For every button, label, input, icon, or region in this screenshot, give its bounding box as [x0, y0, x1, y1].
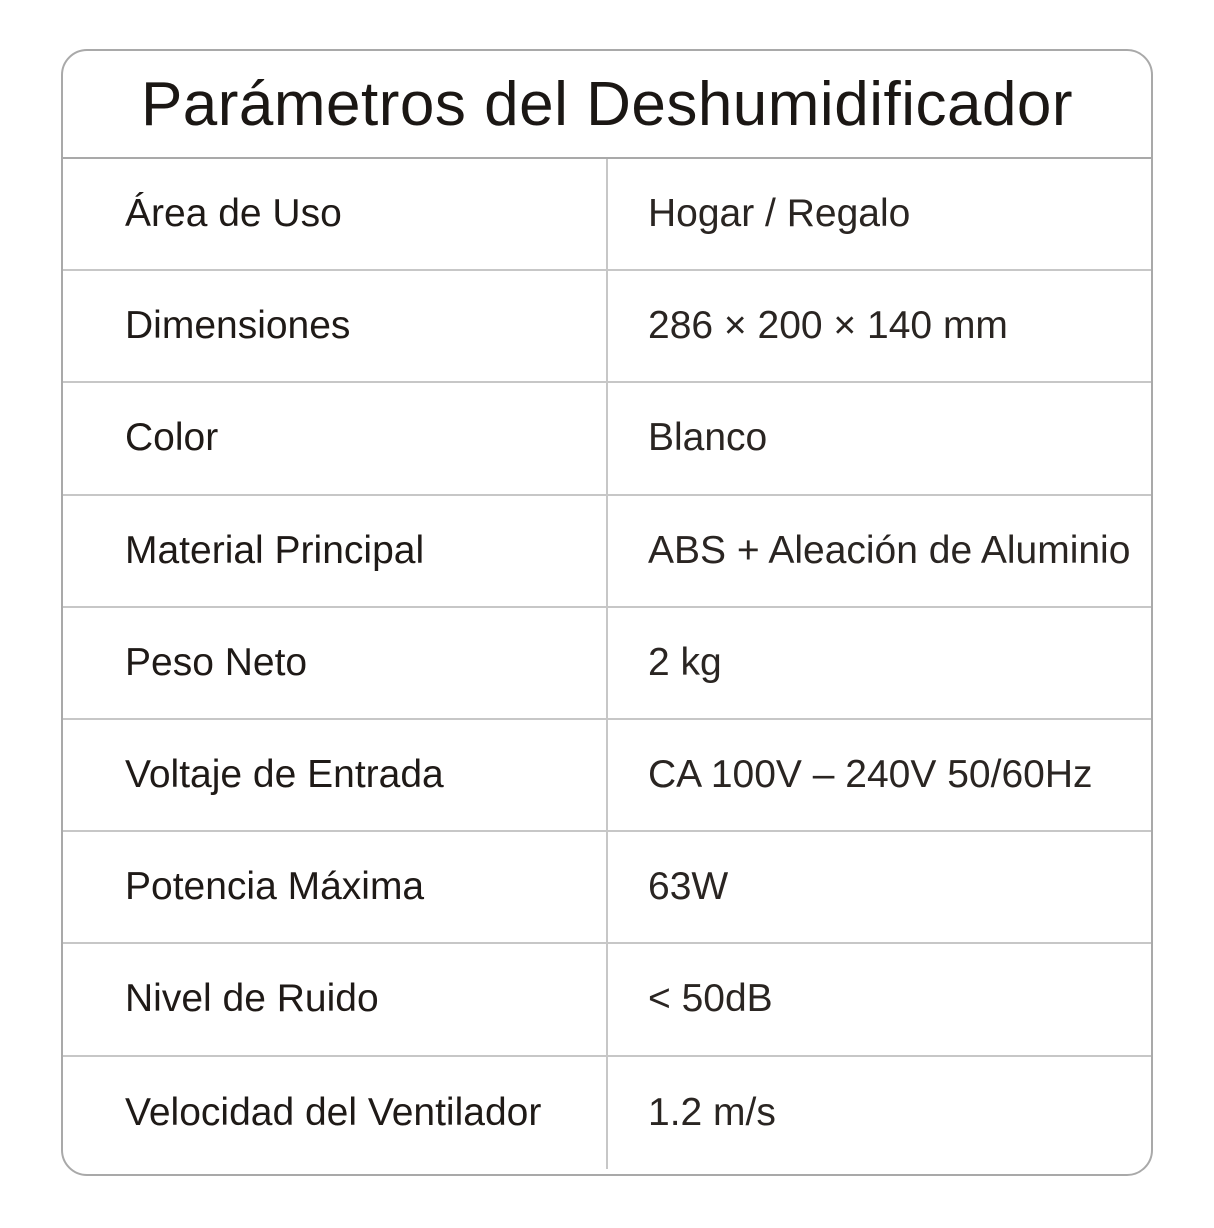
spec-label: Dimensiones: [63, 271, 608, 381]
spec-value: 2 kg: [648, 640, 722, 684]
spec-value: 1.2 m/s: [648, 1090, 776, 1134]
table-row: [63, 159, 1151, 271]
spec-table: [63, 159, 1151, 1169]
table-row: [63, 944, 1151, 1056]
spec-label: Área de Uso: [63, 159, 608, 269]
spec-label: Nivel de Ruido: [63, 944, 608, 1054]
spec-card: [61, 49, 1153, 1176]
spec-label: Material Principal: [63, 496, 608, 606]
spec-value: CA 100V – 240V 50/60Hz: [648, 753, 1093, 797]
table-row: [63, 1057, 1151, 1169]
spec-value: 63W: [648, 865, 729, 909]
spec-label: Velocidad del Ventilador: [63, 1057, 608, 1169]
table-row: [63, 496, 1151, 608]
spec-label: Voltaje de Entrada: [63, 720, 608, 830]
spec-value: < 50dB: [648, 977, 773, 1021]
table-row: [63, 720, 1151, 832]
table-row: [63, 271, 1151, 383]
table-row: [63, 608, 1151, 720]
page-title: Parámetros del Deshumidificador: [140, 69, 1074, 139]
spec-label: Color: [63, 383, 608, 493]
table-row: [63, 832, 1151, 944]
spec-value: Hogar / Regalo: [648, 192, 911, 236]
title-bar: [63, 51, 1151, 159]
spec-value: ABS + Aleación de Aluminio: [648, 528, 1131, 572]
table-row: [63, 383, 1151, 495]
spec-value: Blanco: [648, 416, 768, 460]
spec-label: Peso Neto: [63, 608, 608, 718]
spec-value: 286 × 200 × 140 mm: [648, 304, 1008, 348]
spec-label: Potencia Máxima: [63, 832, 608, 942]
